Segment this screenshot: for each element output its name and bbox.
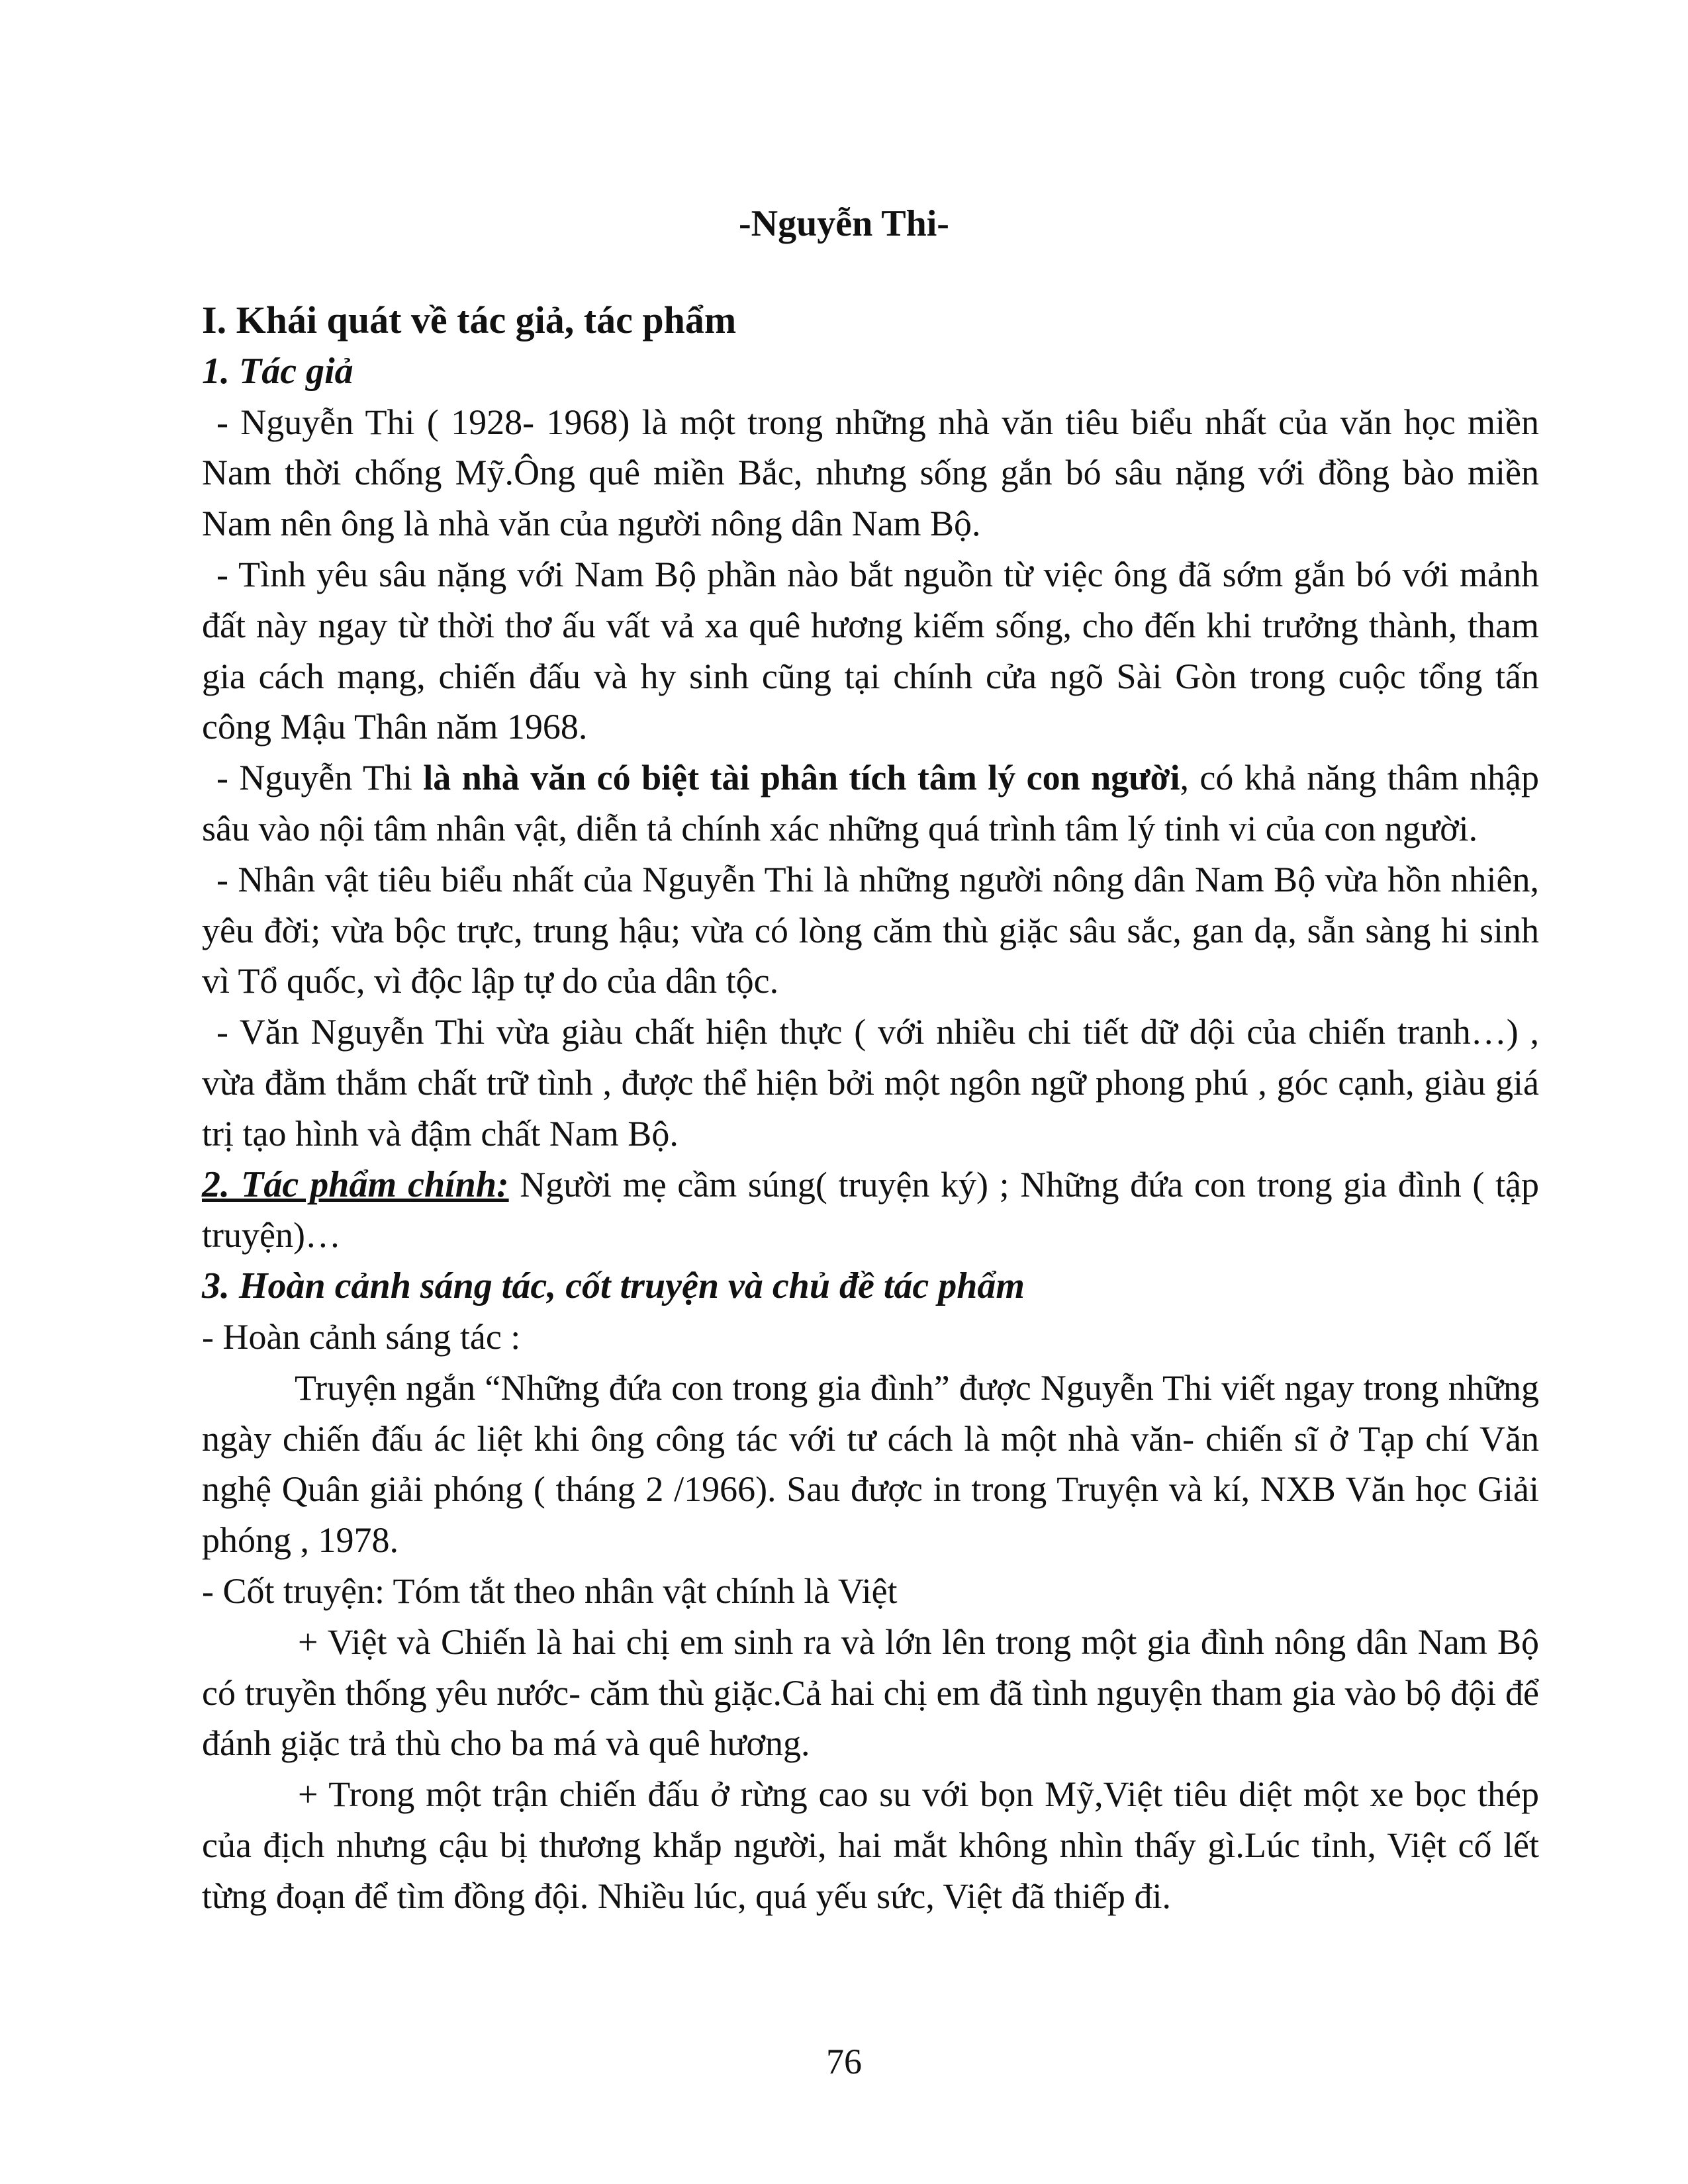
works-list: Người mẹ cầm súng( truyện ký) ; Những đứa con trong gia đình ( tập truyện)… <box>202 1164 1539 1255</box>
subsection-heading-works: 2. Tác phẩm chính: <box>202 1163 509 1205</box>
section-heading: I. Khái quát về tác giả, tác phẩm <box>202 298 737 341</box>
page-number: 76 <box>826 2042 862 2081</box>
paragraph-plot-1: + Việt và Chiến là hai chị em sinh ra và lớn lên trong một gia đình nông dân Nam Bộ có truyền thống yêu nước- căm thù giặc.Cả hai chị em đã tình nguyện tham gia vào bộ đội để đánh giặc trả thù cho ba má và quê hương. <box>202 1621 1539 1764</box>
paragraph-author-love: - Tình yêu sâu nặng với Nam Bộ phần nào bắt nguồn từ việc ông đã sớm gắn bó với mảnh đất này ngay từ thời thơ ấu vất vả xa quê hương kiếm sống, cho đến khi trưởng thành, tham gia cách mạng, chiến đấu và hy sinh cũng tại chính cửa ngõ Sài Gòn trong cuộc tổng tấn công Mậu Thân năm 1968. <box>202 554 1539 747</box>
paragraph-plot-2: + Trong một trận chiến đấu ở rừng cao su với bọn Mỹ,Việt tiêu diệt một xe bọc thép của địch nhưng cậu bị thương khắp người, hai mắt không nhìn thấy gì.Lúc tỉnh, Việt cố lết từng đoạn để tìm đồng đội. Nhiều lúc, quá yếu sức, Việt đã thiếp đi. <box>202 1774 1539 1916</box>
document-body <box>202 295 1539 1922</box>
paragraph-author-intro: - Nguyễn Thi ( 1928- 1968) là một trong những nhà văn tiêu biểu nhất của văn học miền Nam thời chống Mỹ.Ông quê miền Bắc, nhưng sống gắn bó sâu nặng với đồng bào miền Nam nên ông là nhà văn của người nông dân Nam Bộ. <box>202 402 1539 544</box>
author-heading: -Nguyễn Thi- <box>739 203 949 244</box>
paragraph-context: Truyện ngắn “Những đứa con trong gia đình” được Nguyễn Thi viết ngay trong những ngày chiến đấu ác liệt khi ông công tác với tư cách là một nhà văn- chiến sĩ ở Tạp chí Văn nghệ Quân giải phóng ( tháng 2 /1966). Sau được in trong Truyện và kí, NXB Văn học Giải phóng , 1978. <box>202 1367 1539 1561</box>
emphasis-text: là nhà văn có biệt tài phân tích tâm lý con người <box>423 758 1180 798</box>
context-label: - Hoàn cảnh sáng tác : <box>202 1316 521 1357</box>
paragraph-text: - Nguyễn Thi <box>216 758 424 798</box>
paragraph-works <box>202 1160 1539 1261</box>
paragraph-text: , có khả năng thâm nhập sâu vào nội tâm nhân vật, diễn tả chính xác những quá trình tâm lý tinh vi của con người. <box>202 758 1539 848</box>
paragraph-characters: - Nhân vật tiêu biểu nhất của Nguyễn Thi là những người nông dân Nam Bộ vừa hồn nhiên, yêu đời; vừa bộc trực, trung hậu; vừa có lòng căm thù giặc sâu sắc, gan dạ, sẵn sàng hi sinh vì Tổ quốc, vì độc lập tự do của dân tộc. <box>202 859 1539 1001</box>
paragraph-author-talent <box>202 752 1539 854</box>
paragraph-style: - Văn Nguyễn Thi vừa giàu chất hiện thực ( với nhiều chi tiết dữ dội của chiến tranh…) , vừa đằm thắm chất trữ tình , được thể hiện bởi một ngôn ngữ phong phú , góc cạnh, giàu giá trị tạo hình và đậm chất Nam Bộ. <box>202 1012 1539 1154</box>
subsection-heading-author: 1. Tác giả <box>202 350 353 392</box>
plot-label: - Cốt truyện: Tóm tắt theo nhân vật chính là Việt <box>202 1570 898 1611</box>
subsection-heading-context: 3. Hoàn cảnh sáng tác, cốt truyện và chủ đề tác phẩm <box>202 1265 1025 1307</box>
